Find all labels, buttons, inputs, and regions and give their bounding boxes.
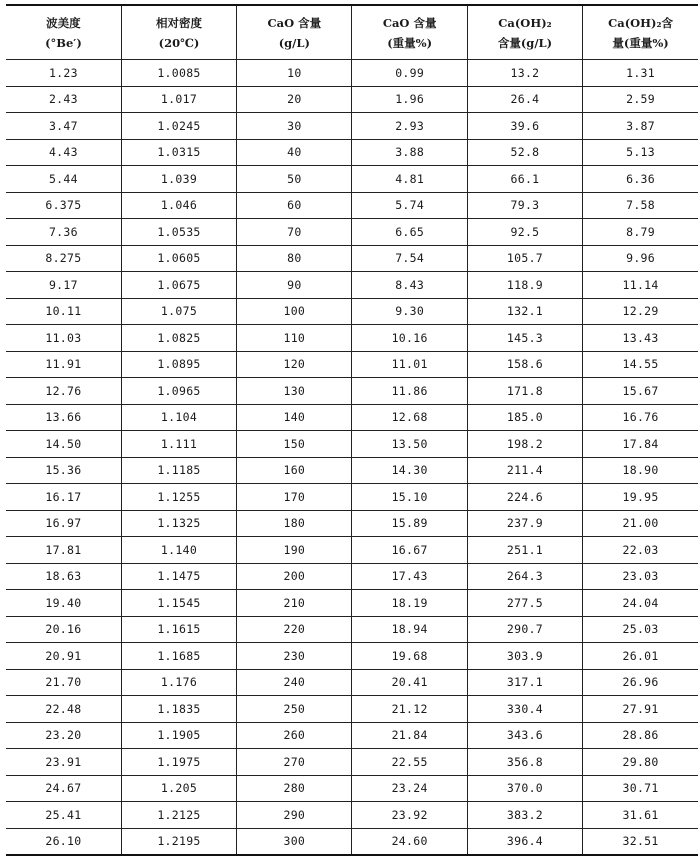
table-cell-relative-density: 1.205 [121,775,236,802]
table-cell-cao-weight-percent: 18.94 [352,616,467,643]
table-cell-caoh2-g-per-l: 145.3 [467,325,582,352]
table-cell-caoh2-g-per-l: 356.8 [467,749,582,776]
table-cell-baume-degree: 1.23 [6,60,121,87]
table-cell-baume-degree: 16.97 [6,510,121,537]
table-row [6,245,698,272]
table-cell-caoh2-weight-percent: 1.31 [583,60,698,87]
table-cell-cao-g-per-l: 220 [237,616,352,643]
table-cell-relative-density: 1.1475 [121,563,236,590]
table-row [6,484,698,511]
table-cell-relative-density: 1.0825 [121,325,236,352]
column-header-line2: (°Be′) [45,35,82,50]
table-cell-cao-weight-percent: 11.01 [352,351,467,378]
table-cell-cao-g-per-l: 40 [237,139,352,166]
table-cell-cao-weight-percent: 0.99 [352,60,467,87]
column-header-line1: Ca(OH)₂含 [608,15,674,30]
column-header-cao-g-per-l [237,5,352,60]
table-cell-cao-g-per-l: 250 [237,696,352,723]
table-cell-baume-degree: 23.91 [6,749,121,776]
column-header-line2: 含量(g/L) [497,35,553,50]
column-header-line2: (g/L) [278,35,310,50]
column-header-baume-degree [6,5,121,60]
table-row [6,590,698,617]
table-cell-cao-weight-percent: 22.55 [352,749,467,776]
table-cell-cao-g-per-l: 260 [237,722,352,749]
table-cell-cao-g-per-l: 200 [237,563,352,590]
table-cell-caoh2-weight-percent: 11.14 [583,272,698,299]
table-cell-caoh2-g-per-l: 66.1 [467,166,582,193]
table-cell-baume-degree: 22.48 [6,696,121,723]
table-cell-cao-weight-percent: 2.93 [352,113,467,140]
table-row [6,325,698,352]
table-cell-cao-weight-percent: 4.81 [352,166,467,193]
table-cell-relative-density: 1.0315 [121,139,236,166]
table-row [6,351,698,378]
table-cell-relative-density: 1.075 [121,298,236,325]
column-header-cao-weight-percent [352,5,467,60]
table-cell-caoh2-g-per-l: 79.3 [467,192,582,219]
table-cell-caoh2-g-per-l: 118.9 [467,272,582,299]
table-cell-caoh2-weight-percent: 22.03 [583,537,698,564]
column-header-line2: (重量%) [387,35,433,50]
table-cell-cao-weight-percent: 18.19 [352,590,467,617]
table-cell-caoh2-weight-percent: 21.00 [583,510,698,537]
table-cell-caoh2-weight-percent: 29.80 [583,749,698,776]
table-cell-cao-weight-percent: 21.84 [352,722,467,749]
table-cell-cao-g-per-l: 60 [237,192,352,219]
table-cell-caoh2-weight-percent: 27.91 [583,696,698,723]
table-cell-baume-degree: 17.81 [6,537,121,564]
table-cell-cao-g-per-l: 130 [237,378,352,405]
table-cell-cao-g-per-l: 280 [237,775,352,802]
table-cell-caoh2-weight-percent: 3.87 [583,113,698,140]
table-cell-cao-g-per-l: 100 [237,298,352,325]
table-row [6,616,698,643]
column-header-line1: 相对密度 [155,15,202,30]
table-cell-baume-degree: 7.36 [6,219,121,246]
table-cell-baume-degree: 9.17 [6,272,121,299]
table-cell-cao-g-per-l: 300 [237,828,352,855]
table-cell-caoh2-g-per-l: 343.6 [467,722,582,749]
column-header-line1: Ca(OH)₂ [498,15,552,30]
column-header-line2: 量(重量%) [612,35,669,50]
table-cell-caoh2-g-per-l: 330.4 [467,696,582,723]
table-cell-caoh2-weight-percent: 8.79 [583,219,698,246]
table-cell-baume-degree: 14.50 [6,431,121,458]
table-cell-baume-degree: 23.20 [6,722,121,749]
table-cell-caoh2-g-per-l: 26.4 [467,86,582,113]
table-cell-cao-weight-percent: 13.50 [352,431,467,458]
table-cell-cao-weight-percent: 21.12 [352,696,467,723]
table-cell-caoh2-weight-percent: 2.59 [583,86,698,113]
table-cell-baume-degree: 10.11 [6,298,121,325]
table-cell-cao-weight-percent: 3.88 [352,139,467,166]
table-cell-baume-degree: 15.36 [6,457,121,484]
table-cell-caoh2-weight-percent: 7.58 [583,192,698,219]
table-cell-caoh2-g-per-l: 264.3 [467,563,582,590]
column-header-line1: CaO 含量 [382,15,437,30]
table-cell-cao-g-per-l: 70 [237,219,352,246]
table-row [6,86,698,113]
table-cell-relative-density: 1.176 [121,669,236,696]
table-cell-caoh2-weight-percent: 31.61 [583,802,698,829]
column-header-relative-density [121,5,236,60]
table-cell-relative-density: 1.039 [121,166,236,193]
table-cell-cao-g-per-l: 90 [237,272,352,299]
table-cell-baume-degree: 19.40 [6,590,121,617]
column-header-line1: CaO 含量 [267,15,322,30]
table-row [6,378,698,405]
table-cell-cao-weight-percent: 9.30 [352,298,467,325]
table-row [6,643,698,670]
table-cell-cao-g-per-l: 10 [237,60,352,87]
table-row [6,219,698,246]
table-cell-relative-density: 1.0895 [121,351,236,378]
table-cell-cao-g-per-l: 290 [237,802,352,829]
table-cell-cao-weight-percent: 16.67 [352,537,467,564]
table-row [6,537,698,564]
table-cell-relative-density: 1.111 [121,431,236,458]
table-cell-cao-g-per-l: 140 [237,404,352,431]
table-cell-cao-g-per-l: 110 [237,325,352,352]
table-cell-baume-degree: 3.47 [6,113,121,140]
table-cell-caoh2-weight-percent: 26.96 [583,669,698,696]
table-cell-caoh2-weight-percent: 30.71 [583,775,698,802]
table-row [6,431,698,458]
table-cell-caoh2-g-per-l: 132.1 [467,298,582,325]
table-row [6,749,698,776]
table-cell-caoh2-g-per-l: 171.8 [467,378,582,405]
table-cell-relative-density: 1.1905 [121,722,236,749]
table-row [6,669,698,696]
table-row [6,802,698,829]
table-cell-baume-degree: 12.76 [6,378,121,405]
table-cell-baume-degree: 8.275 [6,245,121,272]
table-cell-relative-density: 1.1255 [121,484,236,511]
table-cell-baume-degree: 4.43 [6,139,121,166]
table-cell-caoh2-weight-percent: 17.84 [583,431,698,458]
table-cell-cao-g-per-l: 190 [237,537,352,564]
table-cell-relative-density: 1.140 [121,537,236,564]
table-cell-caoh2-g-per-l: 185.0 [467,404,582,431]
table-cell-cao-g-per-l: 210 [237,590,352,617]
table-cell-relative-density: 1.046 [121,192,236,219]
table-cell-cao-g-per-l: 160 [237,457,352,484]
table-cell-relative-density: 1.1615 [121,616,236,643]
table-cell-cao-g-per-l: 50 [237,166,352,193]
table-cell-cao-g-per-l: 20 [237,86,352,113]
table-cell-cao-weight-percent: 23.92 [352,802,467,829]
table-cell-cao-weight-percent: 5.74 [352,192,467,219]
lime-concentration-table [6,4,698,856]
table-cell-baume-degree: 20.91 [6,643,121,670]
table-cell-baume-degree: 11.91 [6,351,121,378]
table-cell-caoh2-g-per-l: 211.4 [467,457,582,484]
table-row [6,298,698,325]
table-cell-cao-weight-percent: 14.30 [352,457,467,484]
table-row [6,696,698,723]
table-cell-caoh2-weight-percent: 14.55 [583,351,698,378]
table-cell-relative-density: 1.017 [121,86,236,113]
table-cell-relative-density: 1.1975 [121,749,236,776]
table-row [6,404,698,431]
table-cell-caoh2-g-per-l: 198.2 [467,431,582,458]
table-cell-caoh2-weight-percent: 6.36 [583,166,698,193]
table-cell-cao-weight-percent: 24.60 [352,828,467,855]
table-cell-caoh2-g-per-l: 13.2 [467,60,582,87]
table-cell-cao-weight-percent: 15.89 [352,510,467,537]
table-cell-cao-g-per-l: 170 [237,484,352,511]
table-row [6,192,698,219]
table-cell-baume-degree: 20.16 [6,616,121,643]
table-cell-baume-degree: 26.10 [6,828,121,855]
column-header-caoh2-g-per-l [467,5,582,60]
table-cell-cao-g-per-l: 270 [237,749,352,776]
table-header [6,5,698,60]
table-cell-cao-weight-percent: 1.96 [352,86,467,113]
table-row [6,272,698,299]
table-row [6,775,698,802]
table-row [6,113,698,140]
table-cell-cao-g-per-l: 80 [237,245,352,272]
table-cell-caoh2-weight-percent: 15.67 [583,378,698,405]
table-cell-caoh2-weight-percent: 28.86 [583,722,698,749]
table-cell-cao-weight-percent: 12.68 [352,404,467,431]
table-cell-relative-density: 1.1185 [121,457,236,484]
table-cell-caoh2-weight-percent: 23.03 [583,563,698,590]
table-cell-caoh2-g-per-l: 237.9 [467,510,582,537]
table-cell-cao-g-per-l: 230 [237,643,352,670]
table-cell-caoh2-weight-percent: 5.13 [583,139,698,166]
table-cell-relative-density: 1.0605 [121,245,236,272]
table-cell-baume-degree: 11.03 [6,325,121,352]
table-cell-cao-weight-percent: 11.86 [352,378,467,405]
table-cell-baume-degree: 13.66 [6,404,121,431]
column-header-line1: 波美度 [46,15,81,30]
table-cell-baume-degree: 25.41 [6,802,121,829]
table-cell-caoh2-weight-percent: 25.03 [583,616,698,643]
table-cell-caoh2-g-per-l: 105.7 [467,245,582,272]
table-cell-relative-density: 1.0675 [121,272,236,299]
table-cell-caoh2-weight-percent: 16.76 [583,404,698,431]
table-cell-caoh2-g-per-l: 224.6 [467,484,582,511]
table-row [6,563,698,590]
table-cell-relative-density: 1.1325 [121,510,236,537]
table-cell-cao-g-per-l: 180 [237,510,352,537]
table-cell-baume-degree: 16.17 [6,484,121,511]
table-cell-caoh2-weight-percent: 26.01 [583,643,698,670]
table-cell-cao-g-per-l: 30 [237,113,352,140]
table-cell-relative-density: 1.1545 [121,590,236,617]
table-cell-caoh2-weight-percent: 32.51 [583,828,698,855]
table-cell-caoh2-g-per-l: 370.0 [467,775,582,802]
table-cell-caoh2-g-per-l: 52.8 [467,139,582,166]
table-cell-cao-weight-percent: 6.65 [352,219,467,246]
table-cell-caoh2-g-per-l: 290.7 [467,616,582,643]
table-cell-relative-density: 1.0965 [121,378,236,405]
table-cell-cao-weight-percent: 7.54 [352,245,467,272]
table-row [6,166,698,193]
table-row [6,457,698,484]
table-body [6,60,698,856]
table-cell-cao-g-per-l: 240 [237,669,352,696]
table-cell-caoh2-g-per-l: 396.4 [467,828,582,855]
table-cell-caoh2-weight-percent: 9.96 [583,245,698,272]
table-cell-caoh2-weight-percent: 19.95 [583,484,698,511]
table-row [6,60,698,87]
table-cell-caoh2-g-per-l: 303.9 [467,643,582,670]
table-cell-baume-degree: 2.43 [6,86,121,113]
table-cell-baume-degree: 18.63 [6,563,121,590]
table-cell-baume-degree: 21.70 [6,669,121,696]
column-header-caoh2-weight-percent [583,5,698,60]
table-cell-caoh2-g-per-l: 92.5 [467,219,582,246]
table-cell-cao-weight-percent: 23.24 [352,775,467,802]
table-row [6,510,698,537]
table-cell-relative-density: 1.104 [121,404,236,431]
table-cell-caoh2-g-per-l: 39.6 [467,113,582,140]
table-cell-caoh2-weight-percent: 12.29 [583,298,698,325]
table-cell-relative-density: 1.0535 [121,219,236,246]
table-cell-caoh2-g-per-l: 317.1 [467,669,582,696]
table-cell-caoh2-weight-percent: 24.04 [583,590,698,617]
table-cell-cao-g-per-l: 120 [237,351,352,378]
table-cell-cao-weight-percent: 15.10 [352,484,467,511]
table-cell-cao-weight-percent: 8.43 [352,272,467,299]
table-cell-cao-weight-percent: 10.16 [352,325,467,352]
table-cell-baume-degree: 5.44 [6,166,121,193]
table-cell-relative-density: 1.2195 [121,828,236,855]
table-cell-caoh2-weight-percent: 18.90 [583,457,698,484]
table-cell-caoh2-g-per-l: 277.5 [467,590,582,617]
table-cell-caoh2-g-per-l: 158.6 [467,351,582,378]
table-cell-cao-weight-percent: 17.43 [352,563,467,590]
table-cell-cao-weight-percent: 20.41 [352,669,467,696]
table-cell-relative-density: 1.0245 [121,113,236,140]
table-cell-caoh2-g-per-l: 251.1 [467,537,582,564]
table-cell-cao-g-per-l: 150 [237,431,352,458]
table-cell-relative-density: 1.1835 [121,696,236,723]
table-cell-relative-density: 1.2125 [121,802,236,829]
table-cell-relative-density: 1.0085 [121,60,236,87]
header-row [6,5,698,60]
table-cell-caoh2-g-per-l: 383.2 [467,802,582,829]
table-cell-baume-degree: 24.67 [6,775,121,802]
table-row [6,722,698,749]
table-cell-caoh2-weight-percent: 13.43 [583,325,698,352]
table-cell-relative-density: 1.1685 [121,643,236,670]
table-cell-baume-degree: 6.375 [6,192,121,219]
column-header-line2: (20℃) [158,35,200,50]
table-cell-cao-weight-percent: 19.68 [352,643,467,670]
table-row [6,139,698,166]
